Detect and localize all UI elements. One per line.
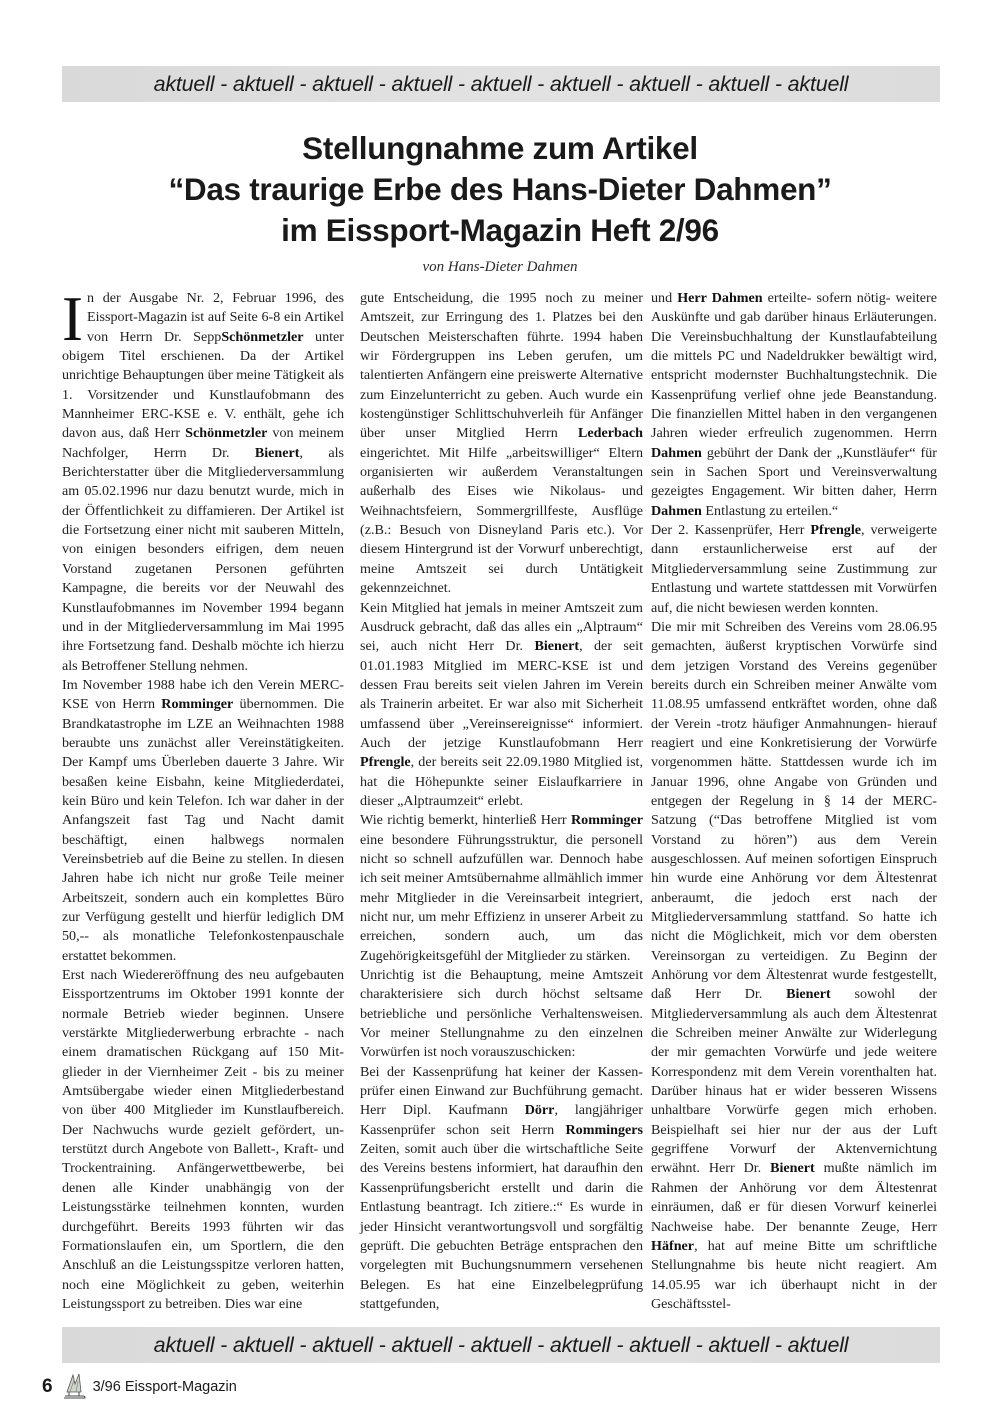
person-name: Pfrengle [360, 754, 411, 771]
article-column-1 [62, 284, 345, 1314]
article-paragraph [62, 284, 345, 676]
article-paragraph [651, 618, 937, 1314]
article-paragraph [62, 966, 344, 1314]
text-run: , hat auf meine Bitte um schriftliche Stellungnahme bis heute nicht reagiert. Am 14.05.95 war ich überhaupt nicht in der Geschäftsstel- [651, 1237, 937, 1312]
text-run: Unrichtig ist die Behauptung, meine Amtszeit charakterisiere sich durch höchst seltsame betriebliche und persönliche Verhaltensweisen. Vor meiner Stellungnahme zu den einzelnen Vorwürfen ist noch vorauszuschicken: [360, 967, 643, 1061]
aktuell-banner-text: aktuell - aktuell - aktuell - aktuell - aktuell - aktuell - aktuell - aktuell - aktuell [153, 1332, 849, 1357]
person-name: Romminger [161, 696, 234, 713]
text-run: übernommen. Die Brandkatastrophe im LZE an Weihnachten 1988 beraubte uns zunächst aller Vereinstätigkeiten. Der Kampf ums Überleben dauerte 3 Jahre. Wir besaßen keine Eisbahn, keine Mitgliederdatei, kein Büro und kein Telefon. Ich war daher in der Anfangszeit fast Tag und Nacht damit beschäftigt, einen halbwegs normalen Vereinsbetrieb auf die Beine zu stellen. In diesen Jahren habe ich nicht nur große Teile meiner Arbeitszeit, sondern auch ein komplettes Büro zur Verfügung gestellt und hierfür lediglich DM 50,-- als monatliche Telefonkostenpauschale erstattet bekommen. [62, 696, 344, 964]
article-byline: von Hans-Dieter Dahmen [422, 259, 578, 275]
text-run: eine besondere Führungsstruktur, die personell nicht so schnell aufzufüllen war. Dennoch habe ich seit meiner Amtsübernahme allmählich immer mehr Mitglieder in die Vereinsarbeit integriert, nicht nur, um mehr Effizienz in unserer Arbeit zu erreichen, sondern auch, um das Zugehörigkeitsgefühl der Mitglieder zu stärken. [360, 831, 643, 964]
text-run: Im November 1988 habe ich den Verein MERC-KSE von Herrn [62, 676, 344, 713]
aktuell-banner-top [62, 66, 940, 102]
text-run: unter obigem Titel erschienen. Da der Artikel unrichtige Behauptungen über meine Tätigkeit als 1. Vorsitzender und Kunstlaufobmann des Mannheimer ERC-KSE e. V. enthält, gehe ich davon aus, daß Herr [62, 328, 344, 442]
person-name: Dörr [524, 1102, 555, 1119]
article-paragraph [360, 811, 643, 966]
person-name: Pfrengle [810, 522, 862, 539]
text-run: gute Entscheidung, die 1995 noch zu meiner Amtszeit, zur Erringung des 1. Platzes bei den Deutschen Meisterschaften führte. 1994 haben wir Fördergruppen ins Leben gerufen, um talentierten Anfängern eine preiswerte Alternative zum Einzelunterricht zu geben. Auch wurde ein kostengünstiger Schlittschuhverleih für Anfänger über unser Mitglied Herrn [360, 290, 643, 442]
text-run: eingerichtet. Mit Hilfe „arbeitswilliger“ Eltern organisierten wir außerdem Veranstaltungen außerhalb des Eises wie Nikolaus- und Weihnachtsfeiern, Sommergrillfeste, Ausflüge (z.B.: Besuch von Disneyland Paris etc.). Vor diesem Hintergrund ist der Vorwurf unberechtigt, meine Amtszeit sei durch Untätigkeit gekennzeichnet. [360, 444, 643, 597]
text-run: Zeiten, somit auch über die wirtschaftliche Seite des Vereins bestens informiert, hat daraufhin den Kassenprüfungsbericht erstellt und darin die Entlastung beantragt. Ich zitiere.:“ Es wurde in jeder Hinsicht verantwortungsvoll und sorgfältig geprüft. Die gebuchten Beträge entsprachen den vorgelegten mit Buchungsnummern versehenen Belegen. Es hat eine Einzelbelegprüfung stattgefunden, [360, 1141, 643, 1312]
text-run: Die mir mit Schreiben des Vereins vom 28.06.95 gemachten, äußerst kryptischen Vorwürfe sind dem jetzigen Vorstand des Vereins gegenüber bereits durch ein Schreiben meiner Anwälte vom 11.08.95 umfassend entkräftet worden, ohne daß der Verein -trotz häufiger Anmahnungen- hierauf reagiert und eine Konkretisierung der Vorwürfe vorgenommen hätte. Stattdessen wurde ich im Januar 1996, ohne Angabe von Gründen und entgegen der Regelung in § 14 der MERC-Satzung (“Das betroffene Mitglied ist vom Vorstand zu hören”) aus dem Verein ausgeschlossen. Auf meinen sofortigen Einspruch hin wurde eine Anhörung vor dem Ältestenrat anberaumt, die jedoch erst nach der Mitgliederversammlung stattfand. So hatte ich nicht die Möglichkeit, mich vor dem obersten Vereinsorgan zu verteidigen. Zu Beginn der Anhörung vor dem Ältestenrat wurde festgestellt, daß Herr Dr. [651, 618, 937, 1003]
text-run: , langjähriger Kassenprüfer schon seit Herrn [360, 1102, 643, 1138]
text-run: gebührt der Dank der „Kunstläufer“ für sein in Sachen Sport und Vereinsverwaltung gezeigtes Engagement. Wir bitten daher, Herrn [651, 444, 937, 500]
text-run: , als Berichterstatter über die Mitgliederversammlung am 05.02.1996 nur dazu benutzt wurde, mich in der Öffentlichkeit zu diffamieren. Der Artikel ist die Fortsetzung einer nicht mit sauberen Mitteln, von einigen besonders eifrigen, dem neuen Vorstand zugetanen Personen geführten Kampagne, die bereits vor der Neuwahl des Kunstlaufobmannes im November 1994 begann und in der Mitgliederversammlung im Mai 1995 ihre Fortsetzung fand. Deshalb möchte ich hierzu als Betroffener Stellung nehmen. [62, 444, 345, 674]
person-name: Bienert [786, 986, 831, 1003]
person-name: Rommingers [565, 1121, 643, 1138]
headline-line-1: Stellungnahme zum Artikel [302, 130, 698, 166]
text-run: Erst nach Wiedereröffnung des neu aufgebauten Eissportzentrums im Oktober 1991 konnte der normale Betrieb wieder beginnen. Unsere verstärkte Mitgliederwerbung erbrachte - nach einem dramatischen Rückgang auf 150 Mitglieder in der Viernheimer Zeit - bis zu meiner Amtsübergabe wieder einen Mitgliederbestand von über 400 Mitglieder im Kunstlaufbereich. Der Nachwuchs wurde gezielt gefördert, unterstützt durch Angebote von Ballett-, Kraft- und Trockentraining. Anfängerwettbewerbe, bei denen alle Kinder unabhängig von der Leistungsstärke teilnehmen konnten, wurden durchgeführt. Bereits 1993 führten wir das Formationslaufen ein, um Sportlern, die den Anschluß an die Leistungsspitze verloren hatten, noch eine Möglichkeit zu geben, weiterhin Leistungssport zu betreiben. Dies war eine [62, 967, 344, 1312]
page-number: 6 [42, 1376, 53, 1397]
text-run: Entlastung zu erteilen.“ [701, 502, 839, 519]
person-name: Häfner [651, 1237, 695, 1254]
drop-cap: I [62, 284, 83, 354]
text-run: , der seit 01.01.1983 Mitglied im MERC-KSE ist und dessen Frau bereits seit vielen Jahren im Verein als Trainerin arbeitet. Er war also mit Sicherheit umfassend über „Vereinsereignisse“ informiert. Auch der jetzige Kunstlaufobmann Herr [360, 638, 643, 751]
person-name: Bienert [770, 1160, 815, 1177]
article-column-2 [360, 289, 643, 1314]
headline-line-3: im Eissport-Magazin Heft 2/96 [281, 212, 719, 248]
article-paragraph [651, 521, 937, 618]
person-name: Bienert [534, 638, 580, 655]
text-run: Wie richtig bemerkt, hinterließ Herr [360, 812, 571, 829]
person-name: Herr Dahmen [677, 290, 763, 306]
person-name: Dahmen [651, 502, 702, 519]
aktuell-banner-text: aktuell - aktuell - aktuell - aktuell - aktuell - aktuell - aktuell - aktuell - aktuell [153, 71, 849, 96]
text-run: , der bereits seit 22.09.1980 Mitglied ist, hat die Höhepunkte seiner Eislaufkarriere in dieser „Alptraumzeit“ erlebt. [360, 754, 643, 809]
person-name: Schönmetzler [185, 425, 268, 442]
person-name: Schönmetzler [221, 328, 304, 345]
skater-logo-icon [61, 1372, 87, 1402]
article-paragraph [62, 676, 344, 966]
text-run: , verweigerte dann erstaunlicherweise erst auf der Mitgliederversammlung seine Zustimmung zur Entlastung und wartete stattdessen mit Vorwürfen auf, die nicht bewiesen werden konnten. [651, 522, 937, 616]
article-paragraph [360, 289, 643, 599]
text-run: Kein Mitglied hat jemals in meiner Amtszeit zum Ausdruck gebracht, daß das alles ein „Alptraum“ sei, auch nicht Herr Dr. [360, 599, 643, 655]
text-run: n der Ausgabe Nr. 2, Februar 1996, des Eissport-Magazin ist auf Seite 6-8 ein Artikel von Herrn Dr. Sepp [86, 290, 344, 345]
article-paragraph [360, 599, 643, 812]
person-name: Romminger [570, 812, 643, 829]
article-paragraph [360, 1063, 643, 1314]
text-run: sowohl der Mitgliederversammlung als auch dem Ältestenrat die Schreiben meiner Anwälte zur Widerlegung der mir gemachten Vorwürfe und jede weitere Korrespondenz mit dem Verein vorenthalten hat. Darüber hinaus hat er wider besseren Wissens unhaltbare Vorwürfe gegen mich erhoben. Beispielhaft sei hier nur der aus der Luft gegriffene Vorwurf der Aktenvernichtung erwähnt. Herr Dr. [651, 986, 937, 1177]
article-paragraph [651, 289, 937, 521]
text-run: von meinem Nachfolger, Herrn Dr. [62, 425, 344, 461]
headline-line-2: “Das traurige Erbe des Hans-Dieter Dahmen” [168, 171, 832, 207]
text-run: und [651, 290, 678, 306]
article-column-3 [651, 289, 937, 1314]
magazine-issue: 3/96 Eissport-Magazin [92, 1379, 237, 1395]
person-name: Bienert [254, 444, 300, 461]
text-run: mußte nämlich im Rahmen der Anhörung vor dem Ältestenrat einräumen, daß er für diesen Vorwurf keinerlei Nachweise habe. Der benannte Zeuge, Herr [651, 1160, 937, 1235]
text-run: erteilte- sofern nötig- weitere Auskünfte und gab darüber hinaus Erläuterungen. Die Vereinsbuchhaltung der Kunstlaufabteilung die mittels PC und Nadeldrukker bewältigt wird, entspricht modernster Buchhaltungstechnik. Die Kassenprüfung verlief ohne jede Beanstandung. Die finanziellen Mittel haben in den vergangenen Jahren wieder erfreulich zugenommen. Herrn [651, 290, 937, 442]
text-run: Bei der Kassenprüfung hat keiner der Kassenprüfer einen Einwand zur Buchführung gemacht. Herr Dipl. Kaufmann [360, 1063, 643, 1119]
text-run: Der 2. Kassenprüfer, Herr [651, 522, 811, 539]
person-name: Lederbach [578, 425, 643, 442]
person-name: Dahmen [651, 444, 702, 461]
aktuell-banner-bottom [62, 1327, 940, 1363]
page-footer [42, 1372, 237, 1402]
article-paragraph [360, 966, 643, 1063]
article-headline [60, 128, 940, 251]
